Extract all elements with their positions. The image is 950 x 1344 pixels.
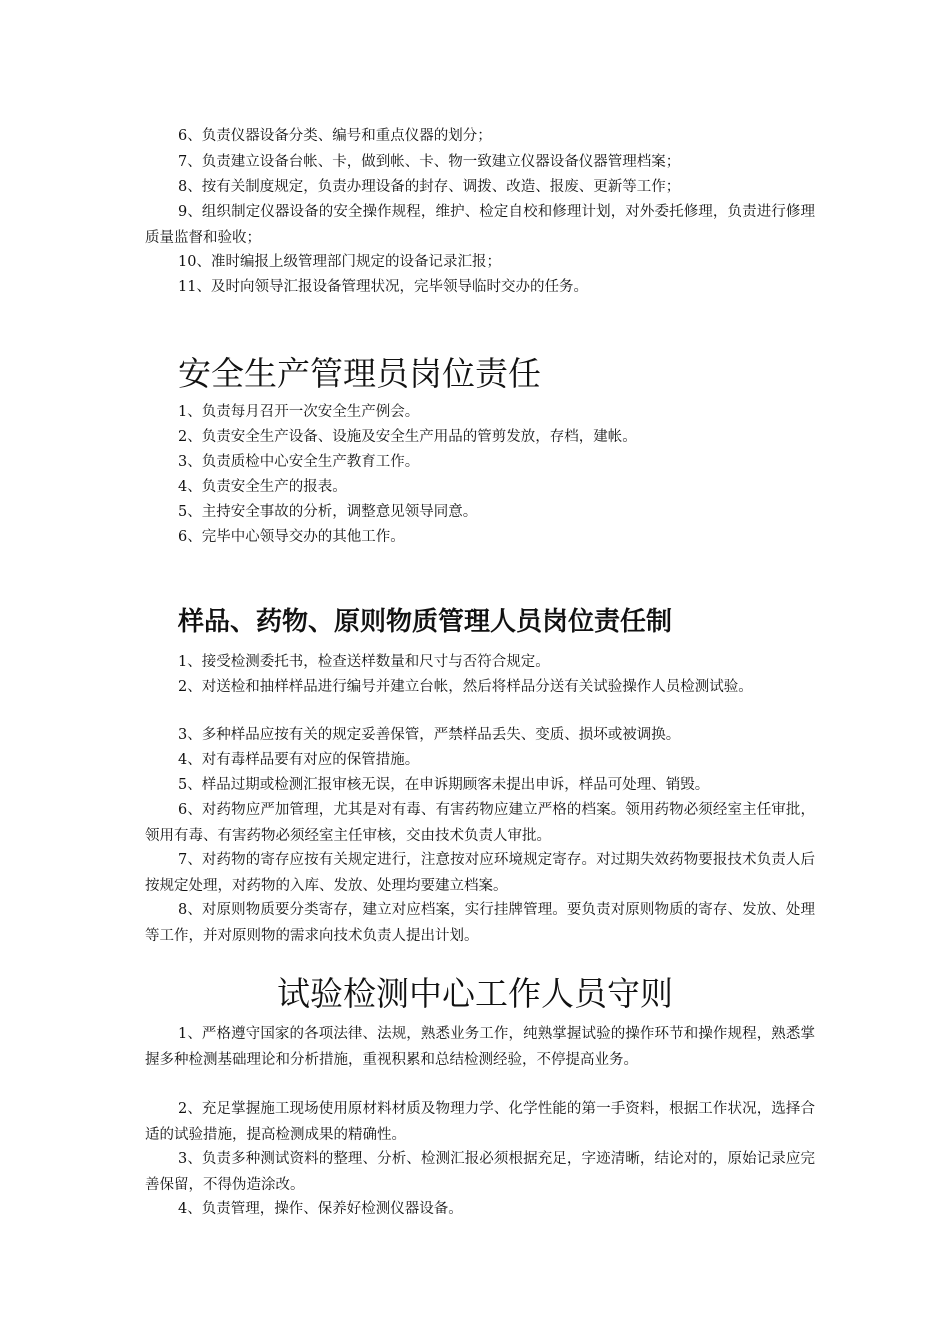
rules-item: 1、严格遵守国家的各项法律、法规，熟悉业务工作，纯熟掌握试验的操作环节和操作规程，熟悉掌握多种检测基础理论和分析措施，重视积累和总结检测经验，不停提高业务。 (145, 1026, 815, 1068)
safety-item: 4、负责安全生产的报表。 (178, 479, 347, 495)
top-item-9: 9、组织制定仪器设备的安全操作规程，维护、检定自校和修理计划，对外委托修理，负责进行修理质量监督和验收； (145, 204, 815, 246)
sample-item: 4、对有毒样品要有对应的保管措施。 (178, 752, 420, 768)
safety-item: 2、负责安全生产设备、设施及安全生产用品的管剪发放，存档，建帐。 (178, 429, 637, 445)
safety-item: 3、负责质检中心安全生产教育工作。 (178, 454, 420, 470)
section-title-safety-officer: 安全生产管理员岗位责任 (178, 354, 541, 393)
rules-item: 3、负责多种测试资料的整理、分析、检测汇报必须根据充足，字迹清晰，结论对的，原始记录应完善保留，不得伪造涂改。 (145, 1151, 815, 1193)
sample-item: 6、对药物应严加管理，尤其是对有毒、有害药物应建立严格的档案。领用药物必须经室主任审批，领用有毒、有害药物必须经室主任审核，交由技术负责人审批。 (145, 802, 815, 844)
sample-item: 5、样品过期或检测汇报审核无误，在申诉期顾客未提出申诉，样品可处理、销毁。 (178, 777, 710, 793)
section-title-sample-manager: 样品、药物、原则物质管理人员岗位责任制 (178, 607, 673, 637)
safety-item: 6、完毕中心领导交办的其他工作。 (178, 529, 405, 545)
top-item-7: 7、负责建立设备台帐、卡，做到帐、卡、物一致建立仪器设备仪器管理档案； (178, 154, 681, 170)
top-item-11: 11、及时向领导汇报设备管理状况，完毕领导临时交办的任务。 (178, 279, 588, 295)
sample-item: 3、多种样品应按有关的规定妥善保管，严禁样品丢失、变质、损坏或被调换。 (178, 727, 681, 743)
section-title-staff-rules: 试验检测中心工作人员守则 (277, 974, 673, 1013)
top-item-6: 6、负责仪器设备分类、编号和重点仪器的划分； (178, 128, 492, 144)
rules-item: 2、充足掌握施工现场使用原材料材质及物理力学、化学性能的第一手资料，根据工作状况，选择合适的试验措施，提高检测成果的精确性。 (145, 1101, 815, 1143)
sample-item: 8、对原则物质要分类寄存，建立对应档案，实行挂牌管理。要负责对原则物质的寄存、发放、处理等工作，并对原则物的需求向技术负责人提出计划。 (145, 902, 815, 944)
top-item-8: 8、按有关制度规定，负责办理设备的封存、调拨、改造、报废、更新等工作； (178, 179, 681, 195)
safety-item: 5、主持安全事故的分析，调整意见领导同意。 (178, 504, 478, 520)
top-item-10: 10、准时编报上级管理部门规定的设备记录汇报； (178, 254, 501, 270)
rules-item: 4、负责管理，操作、保养好检测仪器设备。 (178, 1201, 463, 1217)
sample-item: 7、对药物的寄存应按有关规定进行，注意按对应环境规定寄存。对过期失效药物要报技术负责人后按规定处理，对药物的入库、发放、处理均要建立档案。 (145, 852, 815, 894)
safety-item: 1、负责每月召开一次安全生产例会。 (178, 404, 420, 420)
sample-item: 1、接受检测委托书，检查送样数量和尺寸与否符合规定。 (178, 654, 550, 670)
sample-item: 2、对送检和抽样样品进行编号并建立台帐，然后将样品分送有关试验操作人员检测试验。 (178, 679, 753, 695)
